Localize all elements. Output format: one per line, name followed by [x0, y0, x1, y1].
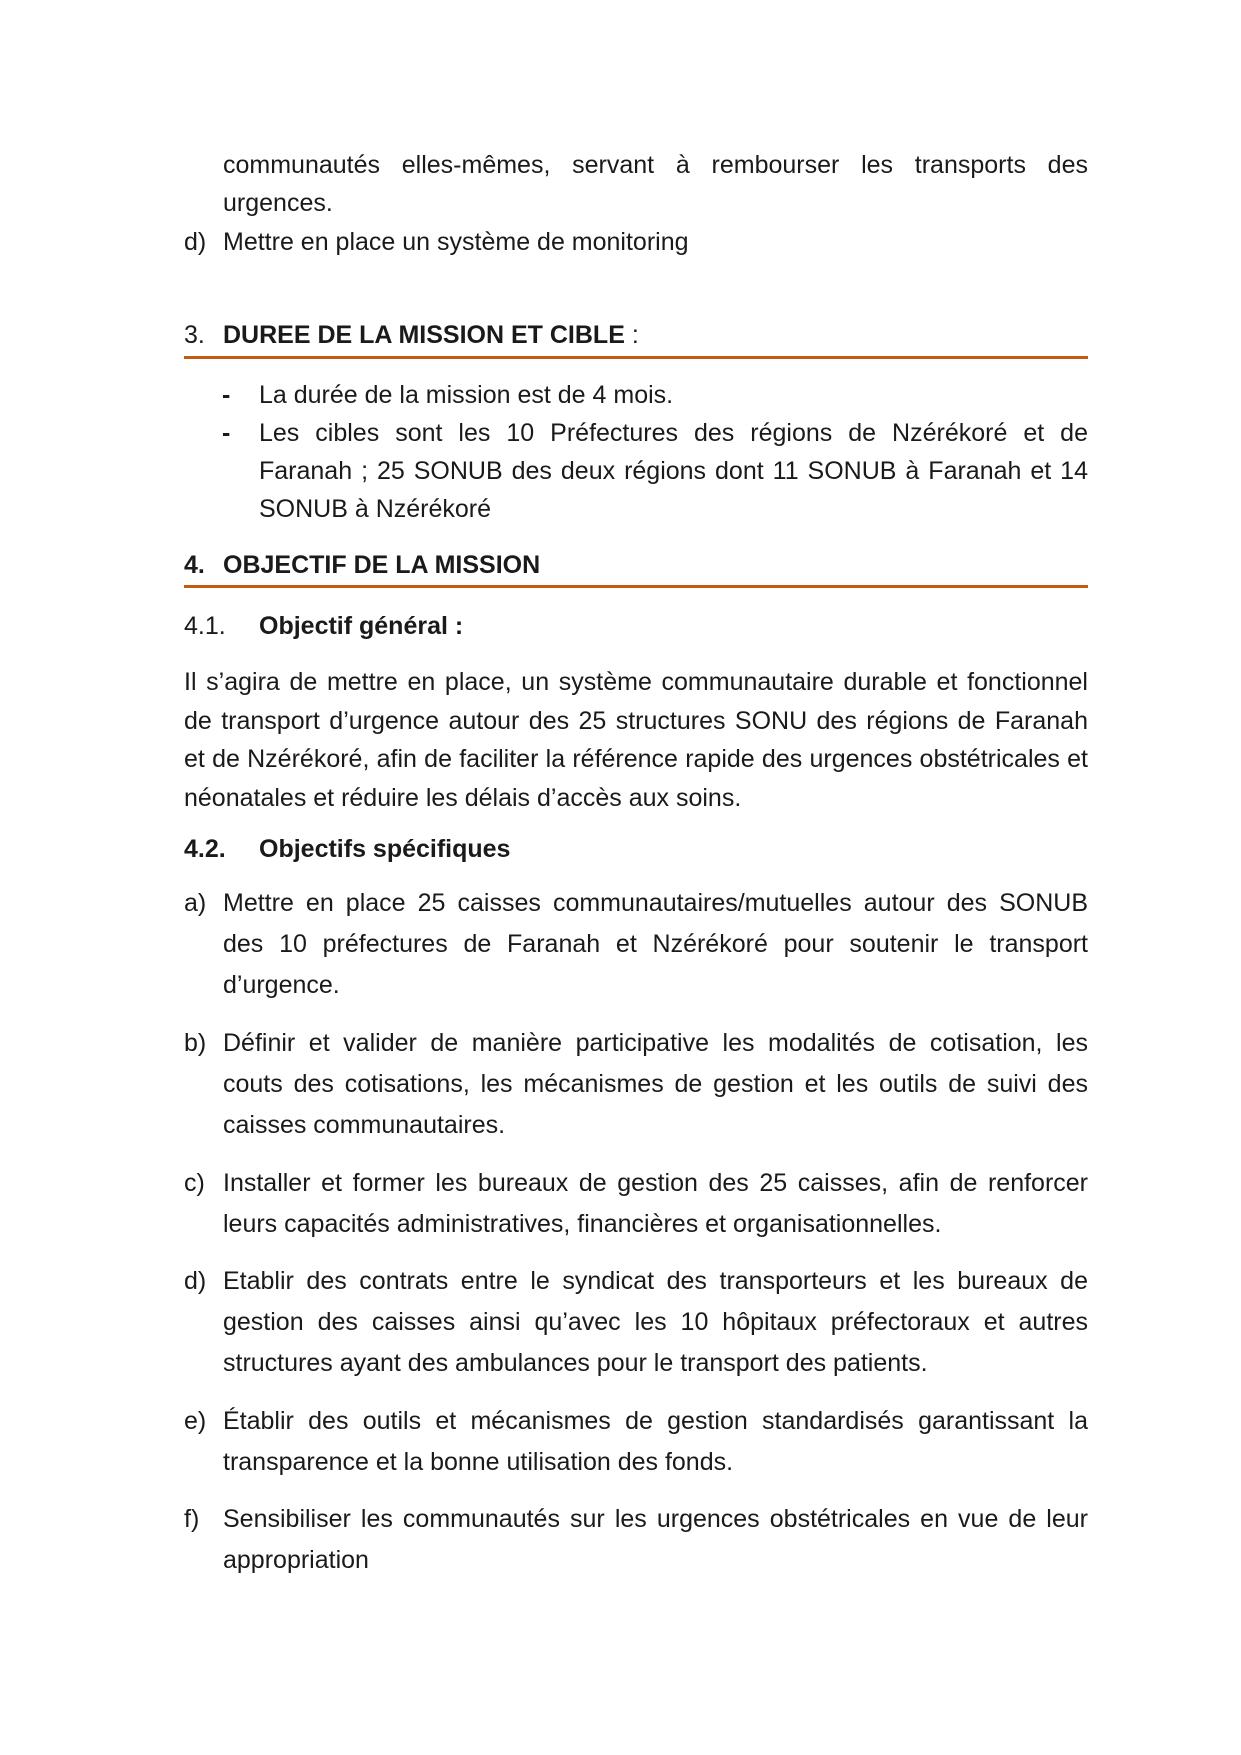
list-marker: d): [184, 1267, 207, 1295]
section-4-number: 4.: [184, 551, 205, 579]
specific-objective-d: [184, 1261, 1088, 1384]
specific-objective-f: [184, 1499, 1088, 1581]
general-objective-paragraph: [184, 663, 1088, 817]
section-3-number: 3.: [184, 321, 205, 349]
specific-objective-e: [184, 1401, 1088, 1483]
bullet-text: Les cibles sont les 10 Préfectures des régions de Nzérékoré et de Faranah ; 25 SONUB des deux régions dont 11 SONUB à Faranah et 14 SONUB à Nzérékoré: [259, 419, 1088, 523]
section-4-title: OBJECTIF DE LA MISSION: [223, 551, 541, 579]
general-objective-text: Il s’agira de mettre en place, un système communautaire durable et fonctionnel de transport d’urgence autour des 25 structures SONU des régions de Faranah et de Nzérékoré, afin de faciliter la référence rapide des urgences obstétricales et néonatales et réduire les délais d’accès aux soins.: [184, 668, 1088, 812]
specific-objective-c: [184, 1163, 1088, 1245]
list-item-text: Définir et valider de manière participative les modalités de cotisation, les couts des cotisations, les mécanismes de gestion et les outils de suivi des caisses communautaires.: [223, 1029, 1088, 1139]
bullet-text: La durée de la mission est de 4 mois.: [259, 381, 674, 409]
list-marker: d): [184, 228, 207, 256]
intro-continuation-text: communautés elles-mêmes, servant à rembourser les transports des urgences.: [223, 151, 1088, 217]
list-marker: c): [184, 1169, 205, 1197]
list-item-text: Etablir des contrats entre le syndicat des transporteurs et les bureaux de gestion des caisses ainsi qu’avec les 10 hôpitaux préfectoraux et autres structures ayant des ambulances pour le transport des patients.: [223, 1267, 1088, 1377]
list-marker: f): [184, 1505, 200, 1533]
subsection-4-2-number: 4.2.: [184, 835, 226, 863]
list-item-text: Mettre en place 25 caisses communautaires/mutuelles autour des SONUB des 10 préfectures de Faranah et Nzérékoré pour soutenir le transport d’urgence.: [223, 889, 1088, 999]
section-3-bullet-1: [222, 376, 1088, 414]
specific-objective-a: [184, 883, 1088, 1006]
section-3-heading: [184, 318, 1088, 352]
list-item-d-top: [184, 223, 1088, 261]
list-item-text: Mettre en place un système de monitoring: [223, 228, 689, 256]
dash-marker: -: [222, 419, 231, 447]
section-3-rule: [184, 356, 1088, 359]
dash-marker: -: [222, 381, 231, 409]
list-item-text: Établir des outils et mécanismes de gestion standardisés garantissant la transparence et la bonne utilisation des fonds.: [223, 1407, 1088, 1476]
section-4-heading: [184, 548, 1088, 582]
subsection-4-1-number: 4.1.: [184, 612, 226, 640]
section-3-suffix: :: [624, 321, 639, 349]
section-3-title: DUREE DE LA MISSION ET CIBLE: [223, 321, 625, 349]
subsection-4-2-heading: [184, 832, 1088, 866]
subsection-4-2-title: Objectifs spécifiques: [259, 835, 511, 863]
list-marker: b): [184, 1029, 207, 1057]
list-marker: a): [184, 889, 207, 917]
list-item-text: Sensibiliser les communautés sur les urgences obstétricales en vue de leur appropriation: [223, 1505, 1088, 1574]
intro-continuation: [223, 146, 1088, 222]
section-3-bullet-2: [222, 414, 1088, 528]
section-4-rule: [184, 585, 1088, 588]
subsection-4-1-heading: [184, 609, 1088, 643]
specific-objective-b: [184, 1023, 1088, 1146]
subsection-4-1-title: Objectif général :: [259, 612, 464, 640]
list-item-text: Installer et former les bureaux de gestion des 25 caisses, afin de renforcer leurs capacités administratives, financières et organisationnelles.: [223, 1169, 1088, 1238]
list-marker: e): [184, 1407, 207, 1435]
